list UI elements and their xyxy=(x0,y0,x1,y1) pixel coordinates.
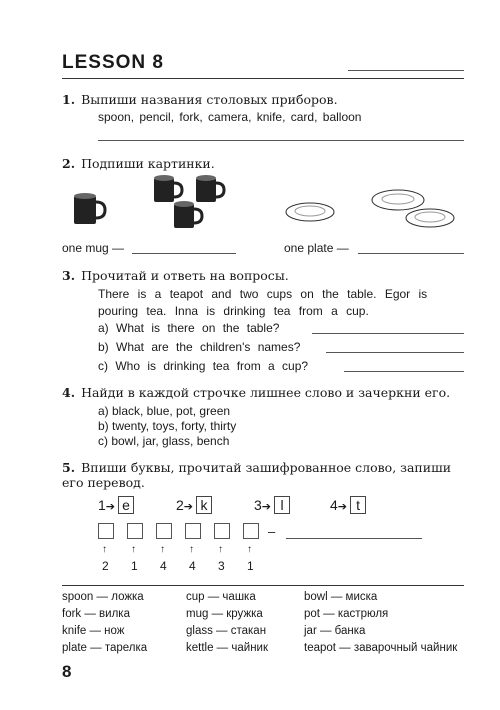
letter-box[interactable] xyxy=(127,523,143,539)
letter-box[interactable] xyxy=(185,523,201,539)
task4-row-b[interactable]: b) twenty, toys, forty, thirty xyxy=(98,419,237,433)
letter-box[interactable] xyxy=(98,523,114,539)
arrow-up-icon: ↑ xyxy=(102,544,107,555)
lesson-title: LESSON 8 xyxy=(62,52,164,73)
code-number: 3 xyxy=(218,559,225,573)
vocab-item: cup — чашка xyxy=(186,591,256,603)
task3-question-a: a) What is there on the table? xyxy=(98,321,280,335)
task3-question-b: b) What are the children's names? xyxy=(98,340,301,354)
vocab-item: plate — тарелка xyxy=(62,642,148,654)
task1-answer-line[interactable] xyxy=(98,140,464,141)
vocab-item: fork — вилка xyxy=(62,608,130,620)
key-number: 4 xyxy=(330,497,338,513)
task3-answer-c[interactable] xyxy=(344,371,464,372)
task5-title-line1: Впиши буквы, прочитай зашифрованное слово, запиши xyxy=(81,460,452,475)
task5-number: 5. xyxy=(62,460,76,475)
vocab-col-1 xyxy=(62,589,147,657)
arrow-up-icon: ↑ xyxy=(160,544,165,555)
task4-row-a[interactable]: a) black, blue, pot, green xyxy=(98,404,231,418)
dash: – xyxy=(268,524,276,539)
task3-text-line1: There is a teapot and two cups on the table. Egor is xyxy=(98,287,428,301)
key-letter: t xyxy=(350,496,366,514)
task2-title: Подпиши картинки. xyxy=(81,156,215,171)
arrow-up-icon: ↑ xyxy=(189,544,194,555)
task3-title: Прочитай и ответь на вопросы. xyxy=(81,268,289,283)
key-number: 3 xyxy=(254,497,262,513)
key-2 xyxy=(176,496,212,514)
mug-icon xyxy=(196,175,224,202)
arrow-up-icon: ↑ xyxy=(218,544,223,555)
translation-line[interactable] xyxy=(286,538,422,539)
task1-words: spoon, pencil, fork, camera, knife, card, balloon xyxy=(98,110,362,124)
key-letter: l xyxy=(274,496,290,514)
vocab-item: pot — кастрюля xyxy=(304,608,389,620)
code-number: 4 xyxy=(189,559,196,573)
arrow-right-icon: ➔ xyxy=(261,501,272,513)
page-number: 8 xyxy=(62,662,72,681)
key-4 xyxy=(330,496,366,514)
vocab-item: mug — кружка xyxy=(186,608,263,620)
mugs-illustration xyxy=(62,174,232,236)
vocab-col-2 xyxy=(186,589,268,657)
arrow-up-icon: ↑ xyxy=(131,544,136,555)
task3-answer-a[interactable] xyxy=(312,333,464,334)
task4-title: Найди в каждой строчке лишнее слово и зачеркни его. xyxy=(81,385,451,400)
vocab-divider xyxy=(62,585,464,586)
key-letter: k xyxy=(196,496,212,514)
vocab-item: jar — банка xyxy=(304,625,366,637)
task1-number: 1. xyxy=(62,92,76,107)
mug-icon xyxy=(74,193,105,224)
code-number: 2 xyxy=(102,559,109,573)
task4-heading xyxy=(62,385,450,400)
code-number: 1 xyxy=(131,559,138,573)
vocab-item: kettle — чайник xyxy=(186,642,268,654)
task5-title-line2: его перевод. xyxy=(62,475,145,490)
task2-heading xyxy=(62,156,215,171)
key-1 xyxy=(98,496,134,514)
letter-box[interactable] xyxy=(214,523,230,539)
header-divider xyxy=(62,78,464,79)
mug-icon xyxy=(174,201,202,228)
plate-answer-line[interactable] xyxy=(358,253,464,254)
arrow-up-icon: ↑ xyxy=(247,544,252,555)
vocab-item: spoon — ложка xyxy=(62,591,144,603)
vocab-item: knife — нож xyxy=(62,625,125,637)
task4-number: 4. xyxy=(62,385,76,400)
mug-icon xyxy=(154,175,182,202)
code-number: 1 xyxy=(247,559,254,573)
task3-heading xyxy=(62,268,289,283)
vocab-col-3 xyxy=(304,589,457,657)
letter-box[interactable] xyxy=(243,523,259,539)
vocab-item: glass — стакан xyxy=(186,625,267,637)
task3-number: 3. xyxy=(62,268,76,283)
mug-label: one mug — xyxy=(62,241,125,255)
letter-box[interactable] xyxy=(156,523,172,539)
plate-label: one plate — xyxy=(284,241,349,255)
key-letter: e xyxy=(118,496,134,514)
task3-question-c: c) Who is drinking tea from a cup? xyxy=(98,359,309,373)
mug-answer-line[interactable] xyxy=(132,253,236,254)
plate-icon xyxy=(406,209,454,227)
name-line[interactable] xyxy=(348,70,464,71)
key-number: 2 xyxy=(176,497,184,513)
key-number: 1 xyxy=(98,497,106,513)
key-3 xyxy=(254,496,290,514)
task1-heading xyxy=(62,92,338,107)
task1-title: Выпиши названия столовых приборов. xyxy=(81,92,338,107)
task2-number: 2. xyxy=(62,156,76,171)
code-number: 4 xyxy=(160,559,167,573)
task3-answer-b[interactable] xyxy=(326,352,464,353)
task4-row-c[interactable]: c) bowl, jar, glass, bench xyxy=(98,434,230,448)
plate-icon xyxy=(372,190,424,210)
plate-icon xyxy=(286,203,334,221)
task3-text-line2: pouring tea. Inna is drinking tea from a cup. xyxy=(98,304,369,318)
arrow-right-icon: ➔ xyxy=(183,501,194,513)
plates-illustration xyxy=(280,184,464,230)
task5-heading xyxy=(62,460,451,475)
vocab-item: bowl — миска xyxy=(304,591,378,603)
arrow-right-icon: ➔ xyxy=(337,501,348,513)
vocab-item: teapot — заварочный чайник xyxy=(304,642,458,654)
arrow-right-icon: ➔ xyxy=(105,501,116,513)
